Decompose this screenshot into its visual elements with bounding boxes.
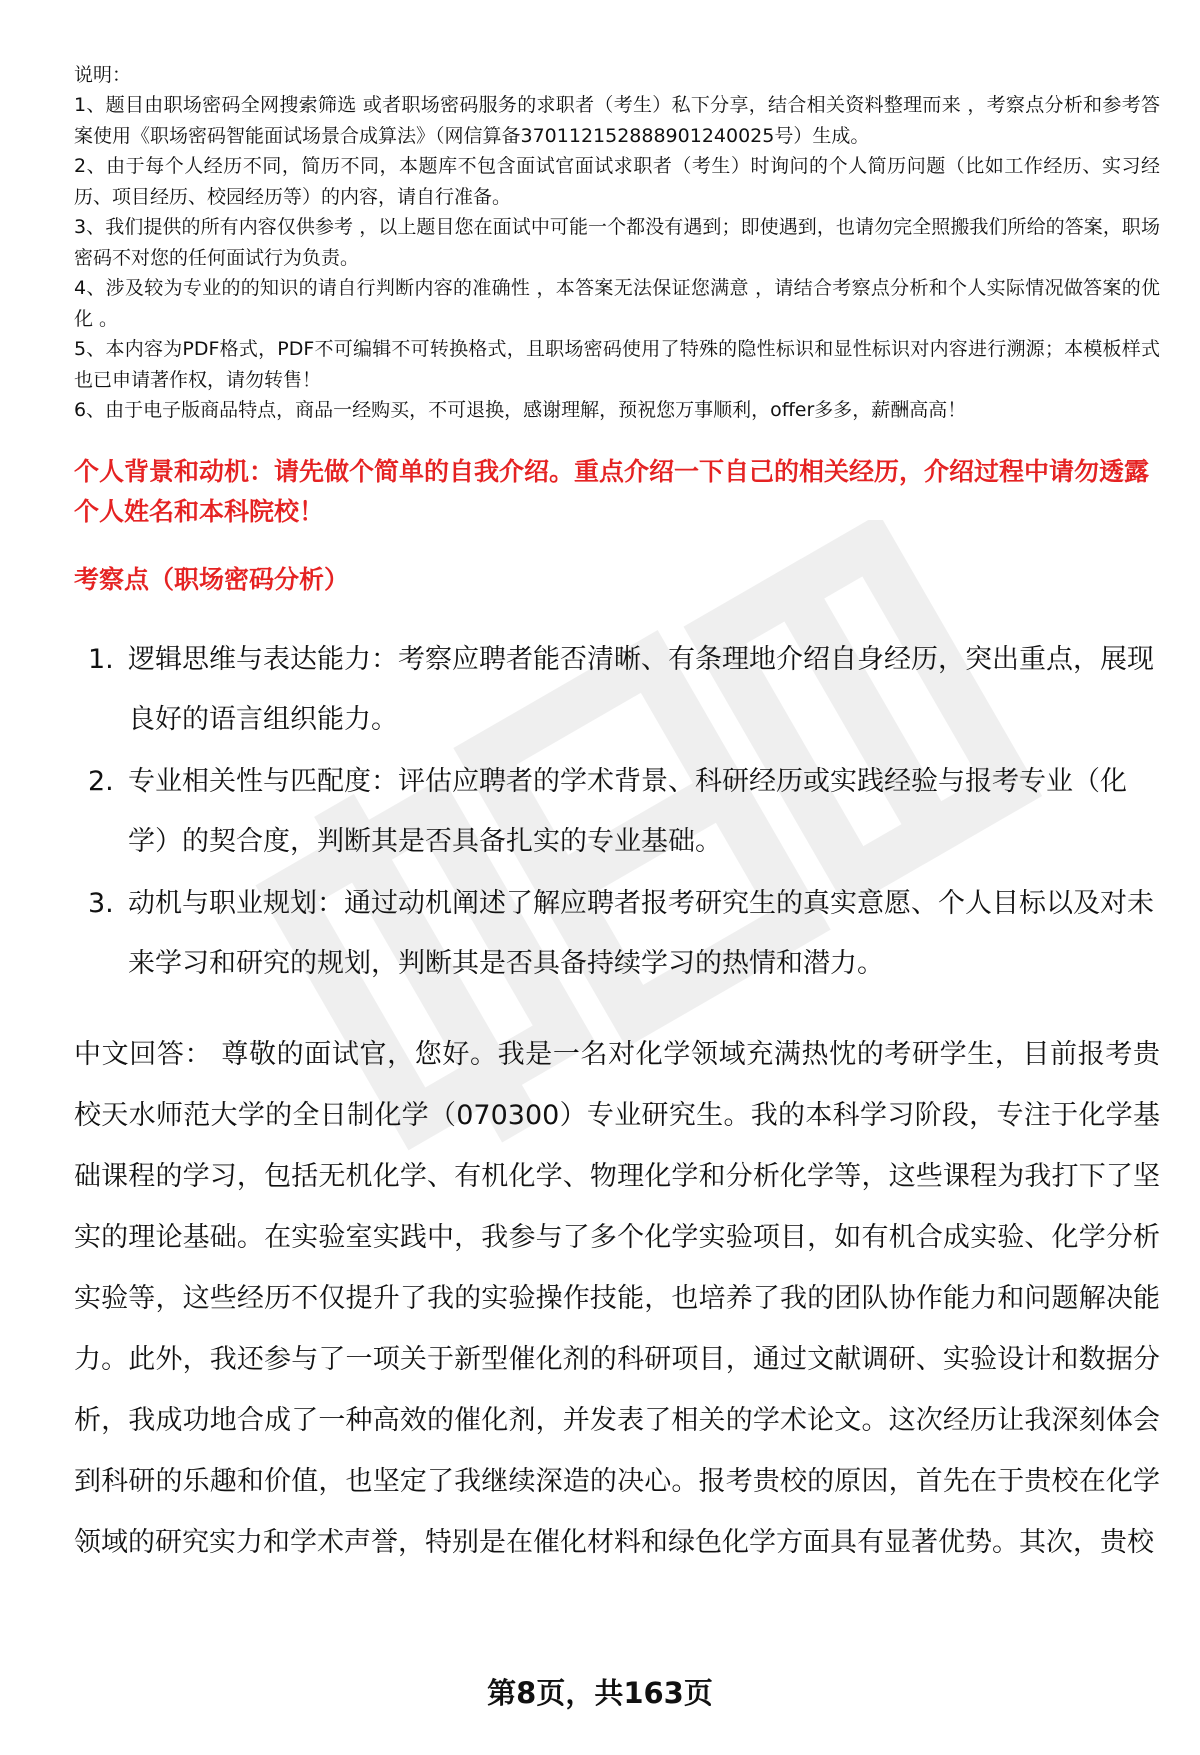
notes-item-4: 4、涉及较为专业的的知识的请自行判断内容的准确性 ，本答案无法保证您满意 ，请结合考察点分析和个人实际情况做答案的优化 。 (74, 277, 1160, 330)
point-text: 逻辑思维与表达能力：考察应聘者能否清晰、有条理地介绍自身经历，突出重点，展现良好的语言组织能力。 (128, 643, 1154, 735)
point-text: 动机与职业规划：通过动机阐述了解应聘者报考研究生的真实意愿、个人目标以及对未来学习和研究的规划，判断其是否具备持续学习的热情和潜力。 (128, 887, 1154, 979)
analysis-point (74, 752, 1160, 872)
analysis-point (74, 874, 1160, 994)
point-number: 2. (88, 765, 114, 797)
point-text: 专业相关性与匹配度：评估应聘者的学术背景、科研经历或实践经验与报考专业（化学）的契合度，判断其是否具备扎实的专业基础。 (128, 765, 1127, 857)
notes-item-5: 5、本内容为PDF格式，PDF不可编辑不可转换格式，且职场密码使用了特殊的隐性标识和显性标识对内容进行溯源；本模板样式也已申请著作权，请勿转售！ (74, 338, 1160, 391)
notes-item-1: 1、题目由职场密码全网搜索筛选 或者职场密码服务的求职者（考生）私下分享，结合相关资料整理而来 ，考察点分析和参考答案使用《职场密码智能面试场景合成算法》（网信算备370112152888901240025号）生成。 (74, 94, 1160, 147)
question-heading: 个人背景和动机：请先做个简单的自我介绍。重点介绍一下自己的相关经历，介绍过程中请勿透露个人姓名和本科院校！ (74, 456, 1150, 526)
notes-item-2: 2、由于每个人经历不同，简历不同，本题库不包含面试官面试求职者（考生）时询问的个人简历问题（比如工作经历、实习经历、项目经历、校园经历等）的内容，请自行准备。 (74, 155, 1160, 208)
point-number: 3. (88, 887, 114, 919)
analysis-points (74, 630, 1160, 994)
notes-section (74, 60, 1160, 426)
answer-paragraph: 中文回答： 尊敬的面试官，您好。我是一名对化学领域充满热忱的考研学生，目前报考贵校天水师范大学的全日制化学（070300）专业研究生。我的本科学习阶段，专注于化学基础课程的学习，包括无机化学、有机化学、物理化学和分析化学等，这些课程为我打下了坚实的理论基础。在实验室实践中，我参与了多个化学实验项目，如有机合成实验、化学分析实验等，这些经历不仅提升了我的实验操作技能，也培养了我的团队协作能力和问题解决能力。此外，我还参与了一项关于新型催化剂的科研项目，通过文献调研、实验设计和数据分析，我成功地合成了一种高效的催化剂，并发表了相关的学术论文。这次经历让我深刻体会到科研的乐趣和价值，也坚定了我继续深造的决心。报考贵校的原因，首先在于贵校在化学领域的研究实力和学术声誉，特别是在催化材料和绿色化学方面具有显著优势。其次，贵校 (74, 1038, 1160, 1558)
point-number: 1. (88, 643, 114, 675)
page-number: 第8页，共163页 (487, 1676, 713, 1710)
notes-item-3: 3、我们提供的所有内容仅供参考 ，以上题目您在面试中可能一个都没有遇到；即使遇到，也请勿完全照搬我们所给的答案，职场密码不对您的任何面试行为负责。 (74, 216, 1160, 269)
content (74, 60, 1160, 1573)
notes-title: 说明： (74, 64, 132, 86)
analysis-point (74, 630, 1160, 750)
analysis-heading: 考察点（职场密码分析） (74, 564, 350, 594)
notes-item-6: 6、由于电子版商品特点，商品一经购买，不可退换，感谢理解，预祝您万事顺利，offer多多，薪酬高高！ (74, 399, 967, 421)
